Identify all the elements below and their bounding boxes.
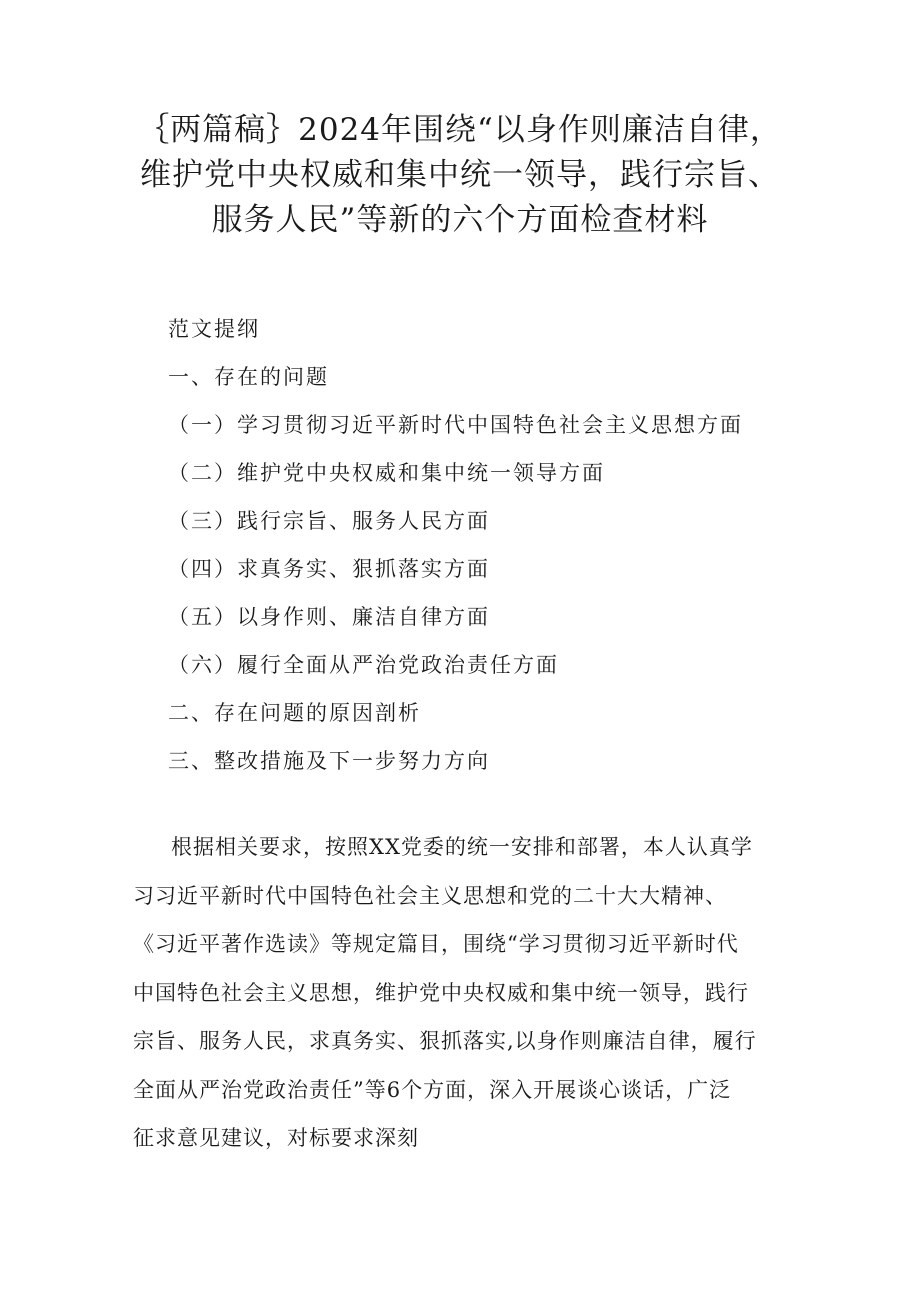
paragraph-line-1: 根据相关要求，按照XX党委的统一安排和部署，本人认真学 [171, 835, 753, 859]
outline-item-2: 二、存在问题的原因剖析 [168, 701, 421, 725]
outline-subitem-3: （三）践行宗旨、服务人民方面 [168, 509, 490, 533]
outline-item-1: 一、存在的问题 [168, 365, 329, 389]
outline-section [168, 305, 743, 785]
paragraph-line-4: 中国特色社会主义思想，维护党中央权威和集中统一领导，践行 [133, 980, 749, 1005]
body-paragraph [133, 823, 793, 1163]
outline-subitem-2: （二）维护党中央权威和集中统一领导方面 [168, 461, 605, 485]
paragraph-line-7: 征求意见建议，对标要求深刻 [133, 1126, 419, 1150]
title-line-3: 服务人民”等新的六个方面检查材料 [211, 202, 709, 238]
outline-subitem-5: （五）以身作则、廉洁自律方面 [168, 605, 490, 629]
outline-subitem-6: （六）履行全面从严治党政治责任方面 [168, 653, 559, 677]
paragraph-line-3: 《习近平著作选读》等规定篇目，围绕“学习贯彻习近平新时代 [133, 932, 739, 956]
outline-subitem-4: （四）求真务实、狠抓落实方面 [168, 557, 490, 581]
title-line-1: ｛两篇稿｝2024年围绕“以身作则廉洁自律， [138, 112, 782, 148]
document-title [120, 108, 800, 243]
paragraph-line-6: 全面从严治党政治责任”等6个方面，深入开展谈心谈话，广泛 [133, 1077, 732, 1102]
outline-heading: 范文提纲 [168, 317, 260, 341]
paragraph-line-2: 习习近平新时代中国特色社会主义思想和党的二十大大精神、 [133, 883, 727, 908]
outline-item-3: 三、整改措施及下一步努力方向 [168, 749, 490, 773]
outline-subitem-1: （一）学习贯彻习近平新时代中国特色社会主义思想方面 [168, 413, 743, 437]
title-line-2: 维护党中央权威和集中统一领导，践行宗旨、 [140, 157, 780, 193]
paragraph-line-5: 宗旨、服务人民，求真务实、狠抓落实,以身作则廉洁自律，履行 [133, 1029, 757, 1053]
